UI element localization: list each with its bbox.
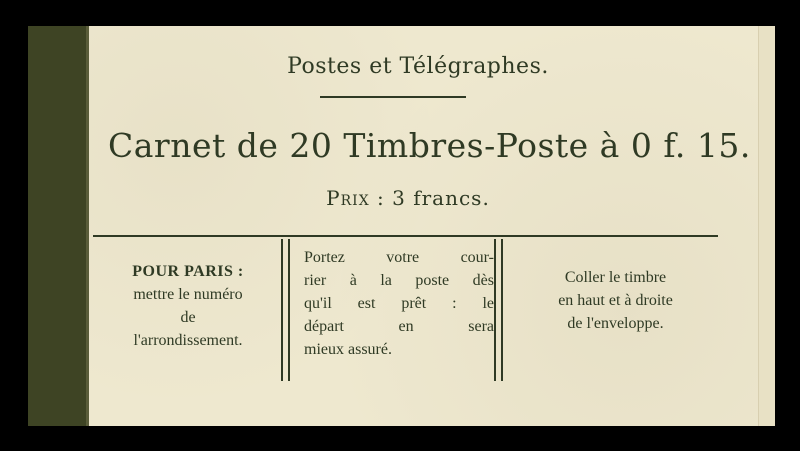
column-divider — [281, 239, 283, 381]
booklet-spine — [28, 26, 86, 426]
middle-instruction-block — [304, 246, 494, 361]
booklet-cover — [28, 26, 775, 426]
right-line: en haut et à droite — [558, 292, 673, 309]
middle-line: qu'il est prêt : le — [304, 295, 494, 312]
right-line: de l'enveloppe. — [567, 315, 664, 332]
right-instruction-block — [508, 266, 723, 335]
spine-edge — [86, 26, 89, 426]
booklet-right-edge — [758, 26, 775, 426]
left-instruction-block — [90, 260, 286, 352]
section-divider — [93, 235, 718, 237]
left-line: mettre le numéro — [133, 286, 243, 303]
left-line: de — [180, 309, 196, 326]
left-line: l'arrondissement. — [133, 332, 243, 349]
price-label: Prix — [326, 186, 370, 210]
column-divider — [288, 239, 290, 381]
column-divider — [494, 239, 496, 381]
booklet-title: Carnet de 20 Timbres-Poste à 0 f. 15. — [108, 126, 751, 165]
middle-line: mieux assuré. — [304, 341, 392, 358]
middle-line: rier à la poste dès — [304, 272, 494, 289]
middle-line: départ en sera — [304, 318, 494, 335]
middle-line: Portez votre cour- — [304, 249, 494, 266]
header-divider — [320, 96, 466, 98]
price-value: : 3 francs. — [377, 186, 490, 210]
header-text: Postes et Télégraphes. — [287, 54, 549, 79]
left-heading: POUR PARIS : — [132, 263, 244, 280]
column-divider — [501, 239, 503, 381]
right-line: Coller le timbre — [564, 269, 667, 286]
price-line — [208, 186, 608, 210]
